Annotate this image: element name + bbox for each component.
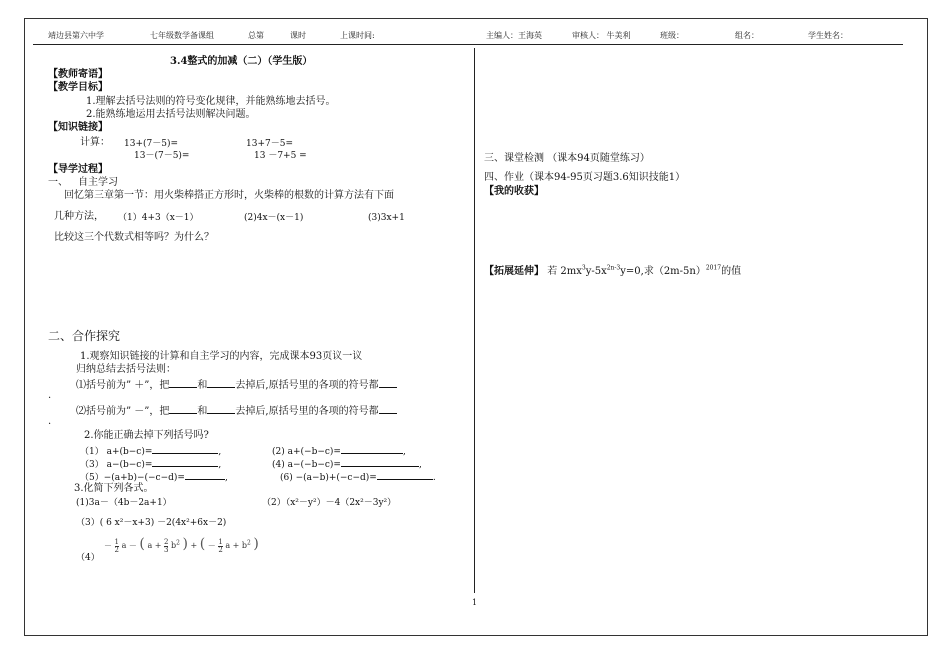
rule2-blank-2[interactable] <box>207 404 235 414</box>
header-group: 七年级数学备课组 <box>150 31 214 40</box>
header-rule <box>33 44 903 45</box>
ex5-blank[interactable] <box>185 470 225 480</box>
extension: 【拓展延伸】 若 $2mx^3y-5x^{2n-3}y=0$,求$(2m-5n)^{2017}$的值 <box>484 264 742 277</box>
calc-row1-right: 13+7－5= <box>246 139 293 149</box>
part1-title: 自主学习 <box>78 177 118 188</box>
exercise-4: (4) a−(−b−c)= , <box>272 457 422 471</box>
extension-heading: 【拓展延伸】 <box>484 266 544 277</box>
guide-question: 比较这三个代数式相等吗？为什么？ <box>54 232 214 243</box>
ex4-blank[interactable] <box>341 457 419 467</box>
calc-row2-right: 13 －7+5 = <box>254 151 307 161</box>
part1-number: 一、 <box>48 177 68 188</box>
rule1-blank-1[interactable] <box>169 378 197 388</box>
simplify-2: （2）（x²－y²）－4（2x²－3y²） <box>262 498 397 508</box>
column-divider <box>474 48 475 593</box>
knowledge-heading: 【知识链接】 <box>48 122 108 133</box>
rule2-blank-3[interactable] <box>379 404 397 414</box>
method-2: (2)4x－(x－1) <box>244 213 304 223</box>
header-student: 学生姓名： <box>808 31 848 40</box>
guide-paragraph-2-lead: 几种方法， <box>54 211 104 222</box>
simplify-3: （3）( 6 x²－x+3) －2(4x²+6x－2) <box>76 518 227 528</box>
goal-item-2: 2.能熟练地运用去括号法则解决问题。 <box>86 109 256 120</box>
coop-q3: 3.化简下列各式。 <box>74 483 154 494</box>
simplify-4-label: （4） <box>76 553 100 563</box>
ex1-blank[interactable] <box>152 444 218 454</box>
method-1: （1）4+3（x－1） <box>118 213 199 223</box>
coop-q1-line1: 1.观察知识链接的计算和自主学习的内容，完成课本93页议一议 <box>80 351 363 362</box>
rule-2: ⑵括号前为” －”，把 和 去掉后,原括号里的各项的符号都 <box>76 404 397 418</box>
header-editor: 主编人：王海英 <box>486 31 542 40</box>
exercise-1: （1） a+(b−c)= , <box>80 444 221 458</box>
rule-1: ⑴括号前为” ＋”，把 和 去掉后,原括号里的各项的符号都 <box>76 378 397 392</box>
rule2-dot: . <box>48 416 52 427</box>
calc-row2-left: 13－(7－5)= <box>134 151 190 161</box>
exercise-3: （3） a−(b−c)= , <box>80 457 221 471</box>
calc-row1-left: 13+(7－5)= <box>124 139 179 149</box>
exercise-5: （5）−(a+b)−(−c−d)= , <box>80 470 228 484</box>
simplify-1: (1)3a－（4b－2a+1） <box>76 498 172 508</box>
fraction-two-thirds: $\frac{2}{3}$ <box>164 537 169 554</box>
coop-title: 二、合作探究 <box>48 329 121 343</box>
header-class: 班级： <box>660 31 684 40</box>
exercise-6: (6) −(a−b)+(−c−d)= . <box>280 470 436 484</box>
coop-q2: 2.你能正确去掉下列括号吗? <box>84 430 209 441</box>
rule1-dot: . <box>48 390 52 401</box>
header-total: 总第 <box>248 31 264 40</box>
class-check: 三、课堂检测 （课本94页随堂练习） <box>484 153 650 164</box>
page-number: 1 <box>472 598 478 607</box>
ex3-blank[interactable] <box>152 457 218 467</box>
exercise-2: (2) a+(−b−c)= , <box>272 444 406 458</box>
simplify-4-expression: － $\frac{1}{2}$ a － ( a + $\frac{2}{3}$ $b^2$ ) + ( － $\frac{1}{2}$ $a + b^2$ ) <box>104 536 259 554</box>
calc-label: 计算： <box>80 137 110 148</box>
page-title: 3.4整式的加减（二）（学生版） <box>170 56 313 67</box>
header-class-time: 上课时间: <box>340 31 375 40</box>
coop-q1-line2: 归纳总结去括号法则： <box>76 364 176 375</box>
header-reviewer: 审核人： 牛美利 <box>572 31 631 40</box>
method-3: (3)3x+1 <box>368 213 405 223</box>
homework: 四、作业（课本94-95页习题3.6知识技能1） <box>484 172 686 183</box>
fraction-one-half: $\frac{1}{2}$ <box>114 537 120 554</box>
rule1-blank-3[interactable] <box>379 378 397 388</box>
ex6-blank[interactable] <box>377 470 433 480</box>
goal-item-1: 1.理解去括号法则的符号变化规律，并能熟练地去括号。 <box>86 96 336 107</box>
fraction-one-half-2: $\frac{1}{2}$ <box>218 537 223 554</box>
guide-heading: 【导学过程】 <box>48 164 108 175</box>
ex2-blank[interactable] <box>341 444 403 454</box>
header-group-name: 组名： <box>735 31 759 40</box>
guide-paragraph-1: 回忆第三章第一节：用火柴棒搭正方形时，火柴棒的根数的计算方法有下面 <box>64 190 394 201</box>
teacher-words-heading: 【教师寄语】 <box>48 69 108 80</box>
header-school: 靖边县第六中学 <box>48 31 104 40</box>
rule1-blank-2[interactable] <box>207 378 235 388</box>
goals-heading: 【教学目标】 <box>48 82 108 93</box>
gain-heading: 【我的收获】 <box>484 186 544 197</box>
rule2-blank-1[interactable] <box>169 404 197 414</box>
header-period: 课时 <box>290 31 306 40</box>
